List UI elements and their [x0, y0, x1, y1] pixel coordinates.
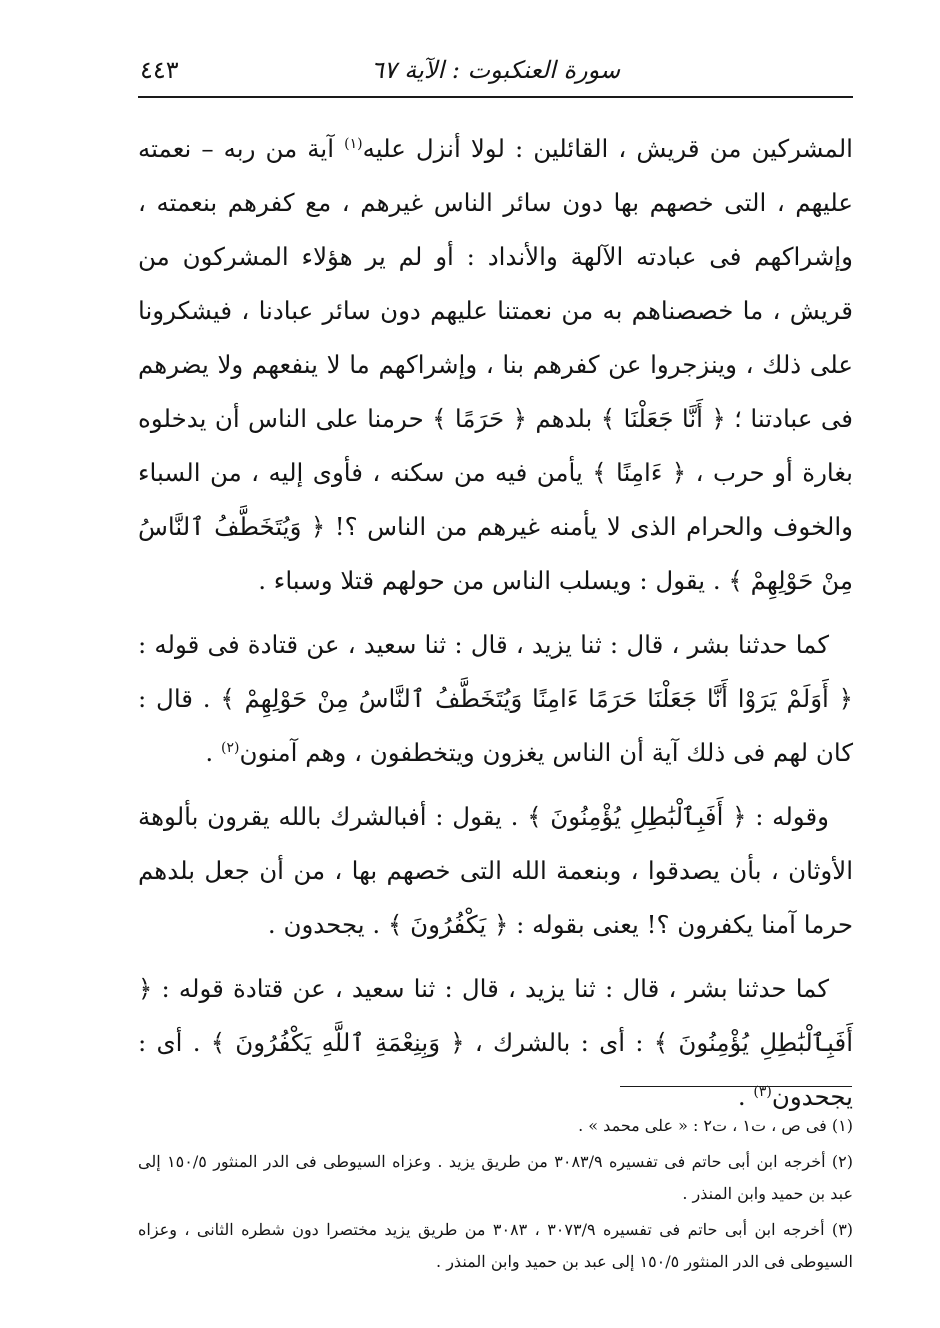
paragraph-3: [138, 790, 853, 952]
footnote-3: (٣) أخرجه ابن أبى حاتم فى تفسيره ٣٠٧٣/٩ ، ٣٠٨٣ من طريق يزيد مختصرا دون شطره الثانى ، وعزاه السيوطى فى الدر المنثور ١٥٠/٥ إلى عبد بن حميد وابن المنذر .: [138, 1220, 854, 1271]
text-run: آية من ربه – نعمته عليهم ، التى خصهم بها دون سائر الناس غيرهم ، مع كفرهم بنعمته ، وإشراكهم فى عبادته الآلهة والأنداد : أو لم ير هؤلاء المشركون من قريش ، ما خصصناهم به من نعمتنا عليهم دون سائر عبادنا ، فيشكرونا على ذلك ، وينزجروا عن كفرهم بنا ، وإشراكهم ما لا ينفعهم ولا يضرهم فى عبادتنا ؛ ﴿ أَنَّا جَعَلْنَا ﴾ بلدهم ﴿ حَرَمًا ﴾ حرمنا على الناس أن يدخلوه بغارة أو حرب ، ﴿ ءَامِنًا ﴾ يأمن فيه من سكنه ، فأوى إليه ، من السباء والخوف والحرام الذى لا يأمنه غيرهم من الناس ؟! ﴿ وَيُتَخَطَّفُ ٱلنَّاسُ مِنْ حَوْلِهِمْ ﴾ . يقول : ويسلب الناس من حولهم قتلا وسباء .: [138, 134, 853, 595]
footnote-2: (٢) أخرجه ابن أبى حاتم فى تفسيره ٣٠٨٣/٩ من طريق يزيد . وعزاه السيوطى فى الدر المنثور ١٥٠/٥ إلى عبد بن حميد وابن المنذر .: [138, 1152, 854, 1203]
footnote-marker: (٢): [221, 739, 240, 756]
text-run: كما حدثنا بشر ، قال : ثنا يزيد ، قال : ثنا سعيد ، عن قتادة قوله : ﴿ أَفَبِٱلْبَٰطِلِ يُؤْمِنُونَ ﴾ : أى : بالشرك ، ﴿ وَبِنِعْمَةِ ٱللَّهِ يَكْفُرُونَ ﴾ . أى : يجحدون: [138, 974, 853, 1111]
main-text: [138, 122, 853, 1134]
paragraph-4: [138, 962, 853, 1124]
paragraph-1: [138, 122, 853, 608]
page-number: ٤٤٣: [140, 56, 179, 84]
footnote-1: (١) فى ص ، ت١ ، ت٢ : « على محمد » .: [578, 1116, 853, 1135]
text-run: .: [737, 1082, 754, 1111]
text-run: المشركين من قريش ، القائلين : لولا أنزل عليه: [362, 134, 853, 163]
footnotes: [138, 1110, 853, 1282]
page-header: [138, 52, 853, 98]
paragraph-2: [138, 618, 853, 780]
text-run: .: [205, 738, 221, 767]
text-run: وقوله : ﴿ أَفَبِٱلْبَٰطِلِ يُؤْمِنُونَ ﴾ . يقول : أفبالشرك بالله يقرون بألوهة الأوثان ، بأن يصدقوا ، وبنعمة الله التى خصهم بها ، من أن جعل بلدهم حرما آمنا يكفرون ؟! يعنى بقوله : ﴿ يَكْفُرُونَ ﴾ . يجحدون .: [138, 802, 853, 939]
running-title: سورة العنكبوت : الآية ٦٧: [370, 56, 621, 84]
footnote-divider: [620, 1086, 852, 1087]
footnote-marker: (١): [344, 135, 363, 152]
footnote-marker: (٣): [753, 1083, 772, 1100]
text-run: كما حدثنا بشر ، قال : ثنا يزيد ، قال : ثنا سعيد ، عن قتادة فى قوله : ﴿ أَوَلَمْ يَرَوْا أَنَّا جَعَلْنَا حَرَمًا ءَامِنًا وَيُتَخَطَّفُ ٱلنَّاسُ مِنْ حَوْلِهِمْ ﴾ . قال : كان لهم فى ذلك آية أن الناس يغزون ويتخطفون ، وهم آمنون: [138, 630, 853, 767]
